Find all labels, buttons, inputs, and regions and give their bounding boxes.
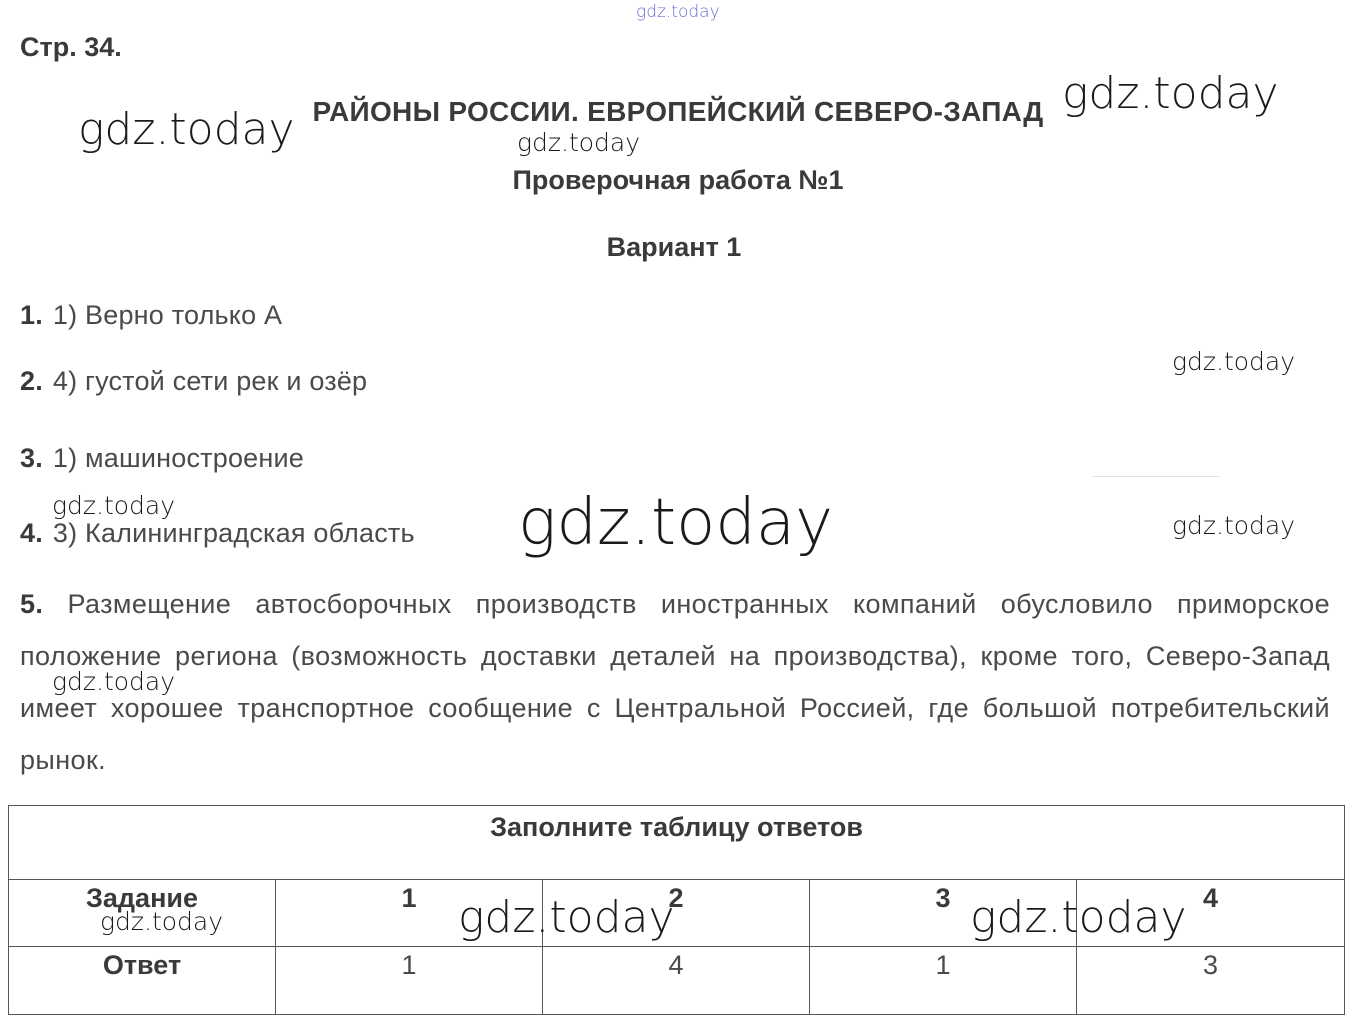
answer-value: 4 [543, 947, 810, 1015]
watermark: gdz.today [970, 892, 1187, 943]
answer-value: 1 [276, 947, 543, 1015]
row-header-task: Задание [9, 880, 276, 947]
task-number: 4 [1077, 880, 1345, 947]
task-number: 3 [810, 880, 1077, 947]
watermark: gdz.today [1172, 511, 1296, 540]
answer-text: 3) Калининградская область [52, 518, 415, 548]
task-number: 1 [276, 880, 543, 947]
watermark: gdz.today [78, 104, 295, 155]
watermark: gdz.today [1172, 347, 1296, 376]
answer-number: 4. [20, 518, 43, 548]
watermark-top: gdz.today [636, 2, 720, 22]
answer-value: 1 [810, 947, 1077, 1015]
answer-number: 1. [20, 300, 43, 330]
answer-text: 1) машиностроение [52, 443, 305, 473]
answer-text: 4) густой сети рек и озёр [52, 366, 368, 396]
answer-number: 5. [20, 589, 44, 619]
answer-text: Размещение автосборочных производств иностранных компаний обусловило приморское положение региона (возможность доставки деталей на производства), кроме того, Северо-Запад имеет хорошее транспортное сообщение с Центральной Россией, где большой потребительский рынок. [20, 589, 1330, 775]
answer-number: 2. [20, 366, 43, 396]
variant-title: Вариант 1 [606, 232, 742, 262]
answer-paragraph [20, 578, 1330, 786]
watermark: gdz.today [52, 491, 176, 520]
answer-value: 3 [1077, 947, 1345, 1015]
page-number: Стр. 34. [20, 32, 122, 62]
watermark: gdz.today [458, 892, 675, 943]
watermark: gdz.today [1062, 68, 1279, 119]
table-caption: Заполните таблицу ответов [9, 806, 1345, 880]
divider [1092, 476, 1220, 477]
answer-item [20, 300, 282, 331]
watermark: gdz.today [100, 907, 224, 936]
task-number: 2 [543, 880, 810, 947]
answer-item [20, 366, 367, 397]
test-title: Проверочная работа №1 [512, 165, 844, 195]
row-header-answer: Ответ [9, 947, 276, 1015]
answer-item [20, 443, 304, 474]
answer-text: 1) Верно только А [52, 300, 283, 330]
table-row [9, 947, 1345, 1015]
answer-number: 3. [20, 443, 43, 473]
watermark: gdz.today [52, 667, 176, 696]
watermark: gdz.today [517, 128, 641, 157]
watermark: gdz.today [518, 486, 833, 560]
page-title: РАЙОНЫ РОССИИ. ЕВРОПЕЙСКИЙ СЕВЕРО-ЗАПАД [312, 96, 1044, 127]
answer-item [20, 518, 415, 549]
